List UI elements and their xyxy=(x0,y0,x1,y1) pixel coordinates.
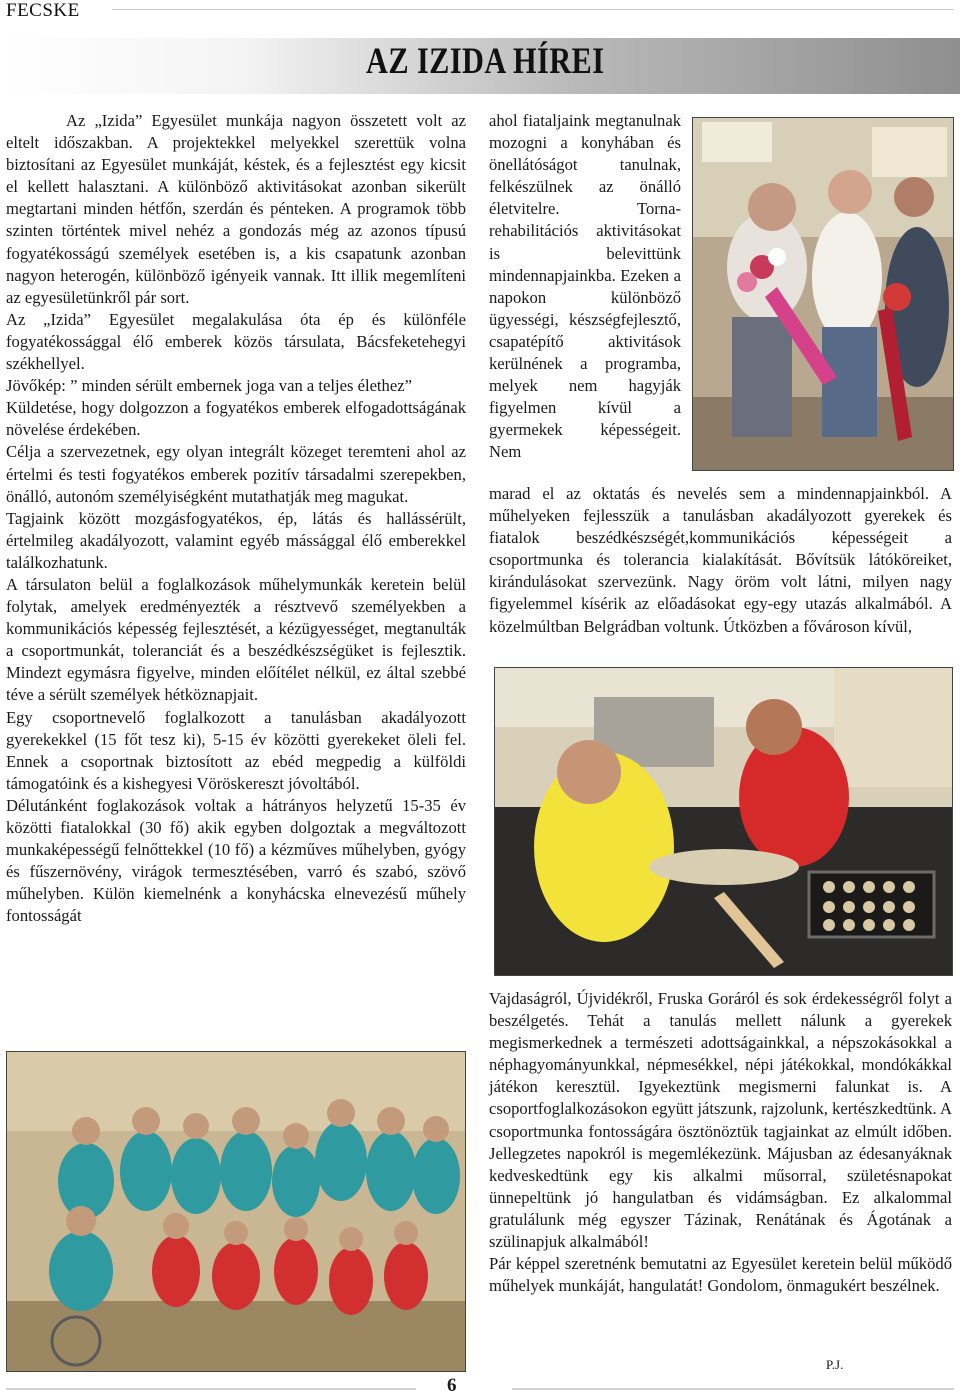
paragraph: A társulaton belül a foglalkozások műhelymunkák keretein belül folytak, amelyek eredményezték a résztvevő személyekben a kommunikációs képesség fejlesztését, a kézügyességet, megtanulták a csoportmunkát, toleranciát és a beszédkészségüket is fejlesztik. Mindezt egymásra figyelve, minden előítélet nélkül, ez által szebbé téve a sérült személyek hétköznapjait. xyxy=(6,574,466,705)
header-rule xyxy=(112,9,954,10)
section-label: FECSKE xyxy=(6,0,80,21)
photo-group-teal-shirts xyxy=(6,1051,466,1372)
right-column-wide-top xyxy=(489,483,952,638)
paragraph: Az „Izida” Egyesület megalakulása óta ép és különféle fogyatékossággal élő emberek közös társulata, Bácsfeketehegyi székhellyel. xyxy=(6,309,466,374)
photo-group-teal-shirts-image xyxy=(6,1051,466,1372)
photo-group-with-flowers-image xyxy=(692,117,954,471)
paragraph: Tagjaink között mozgásfogyatékos, ép, látás és hallássérült, értelmileg akadályozott, valamint egyéb mássággal élő emberekkel találkozhatunk. xyxy=(6,508,466,572)
paragraph: Célja a szervezetnek, egy olyan integrált közeget teremteni ahol az értelmi és testi fogyatékos emberek pozitív társadalmi szerepekben, önálló, autonóm személyiségként mutathatják meg magukat. xyxy=(6,442,466,506)
paragraph: marad el az oktatás és nevelés sem a mindennapjainkból. A műhelyeken fejlesszük a tanulásban akadályozott gyerekek és fiatalok beszédkészségét,kommunikációs képességeit a csoportmunka és tolerancia kialakítását. Bővítsük látóköreiket, kirándulásokat szervezünk. Nagy öröm volt látni, milyen nagy figyelemmel kísérik az előadásokat egy-egy utazás alkalmából. A közelmúltban Belgrádban voltunk. Útközben a fővároson kívül, xyxy=(489,484,952,636)
right-column-narrow xyxy=(489,110,681,464)
paragraph: Vajdaságról, Újvidékről, Fruska Goráról és sok érdekességről folyt a beszélgetés. Tehát a tanulás mellett nálunk a gyerekek megismerkednek a természeti adottságainkkal, a népszokásokkal a néphagyományunkkal, népmesékkel, népi játékokkal, mondókákkal játékon keresztül. Igyekeztünk megismerni falunkat is. A csoportfoglalkozásokon együtt játszunk, rajzolunk, kertészkedtünk. A csoportmunka fontosságára ösztönöztük tagjainkat az elmúlt időben. Jellegzetes napokról is megemlékezünk. Májusban az édesanyáknak kedveskedtünk egy kis alkalmi műsorral, születésnapokat ünnepeltünk jó hangulatban és vidámságban. Ez alkalommal gratulálunk még egyszer Tázinak, Renátának és Ágotának a szülinapjuk alkalmából! xyxy=(489,989,952,1252)
footer-rule-right xyxy=(512,1388,954,1390)
article-title: AZ IZIDA HÍREI xyxy=(366,41,605,82)
left-column xyxy=(6,110,466,927)
paragraph: Pár képpel szeretnénk bemutatni az Egyesület keretein belül működő műhelyek munkáját, hangulatát! Gondolom, önmagukért beszélnek. xyxy=(489,1254,952,1296)
footer-rule-left xyxy=(6,1388,416,1390)
photo-kitchen-baking xyxy=(494,667,953,976)
paragraph: Egy csoportnevelő foglalkozott a tanulásban akadályozott gyerekekkel (15 főt tesz ki), 5-15 év közötti gyerekeket öleli fel. Ennek a csoportnak biztosított az ebéd megpedig a külföldi támogatóink és a kishegyesi Vöröskereszt jóvoltából. xyxy=(6,707,466,793)
paragraph: Jövőkép: ” minden sérült embernek joga van a teljes élethez” xyxy=(6,376,412,396)
photo-group-with-flowers xyxy=(692,117,954,471)
paragraph: ahol fiataljaink megtanulnak mozogni a konyhában és önellátóságot tanulnak, felkészülnek az önálló életvitelre. Torna-rehabilitációs aktivitásokat is belevittünk mindennapjainkba. Ezeken a napokon különböző ügyességi, készségfejlesztő, csapatépítő aktivitások kerülnének a programba, melyek nem hagyják figyelmen kívül a gyermekek képességeit. Nem xyxy=(489,111,681,462)
paragraph: Az „Izida” Egyesület munkája nagyon összetett volt az eltelt időszakban. A projektekkel melyekkel szerettük volna biztosítani az Egyesület munkáját, késtek, és a fejlesztést egy kicsit el kellett halasztani. A különböző aktivitásokat azonban sikerült megtartani minden hétfőn, szerdán és pénteken. A programok több szinten történtek mivel nehéz a gondozás még az azonos típusú fogyatékosságú személyek esetében is, a kis csapatunk azonban nagyon heterogén, különböző igényeik vannak. Itt illik megemlíteni az egyesületünkről pár sort. xyxy=(6,111,466,307)
paragraph: Délutánként foglakozások voltak a hátrányos helyzetű 15-35 év közötti fiatalokkal (30 fő) akik egyben dolgoztak a megváltozott munkaképességű felnőttekkel (10 fő) a kézműves műhelyben, gyógy és fűszernövény, virágok termesztésében, varró és szabó, szövő műhelyben. Külön kiemelnénk a konyhácska elnevezésű műhely fontosságát xyxy=(6,795,466,926)
author-signature: P.J. xyxy=(826,1357,844,1372)
page-number: 6 xyxy=(447,1375,457,1396)
paragraph: Küldetése, hogy dolgozzon a fogyatékos emberek elfogadottságának növelése érdekében. xyxy=(6,398,466,440)
photo-kitchen-baking-image xyxy=(494,667,953,976)
right-column-wide-bottom xyxy=(489,988,952,1297)
